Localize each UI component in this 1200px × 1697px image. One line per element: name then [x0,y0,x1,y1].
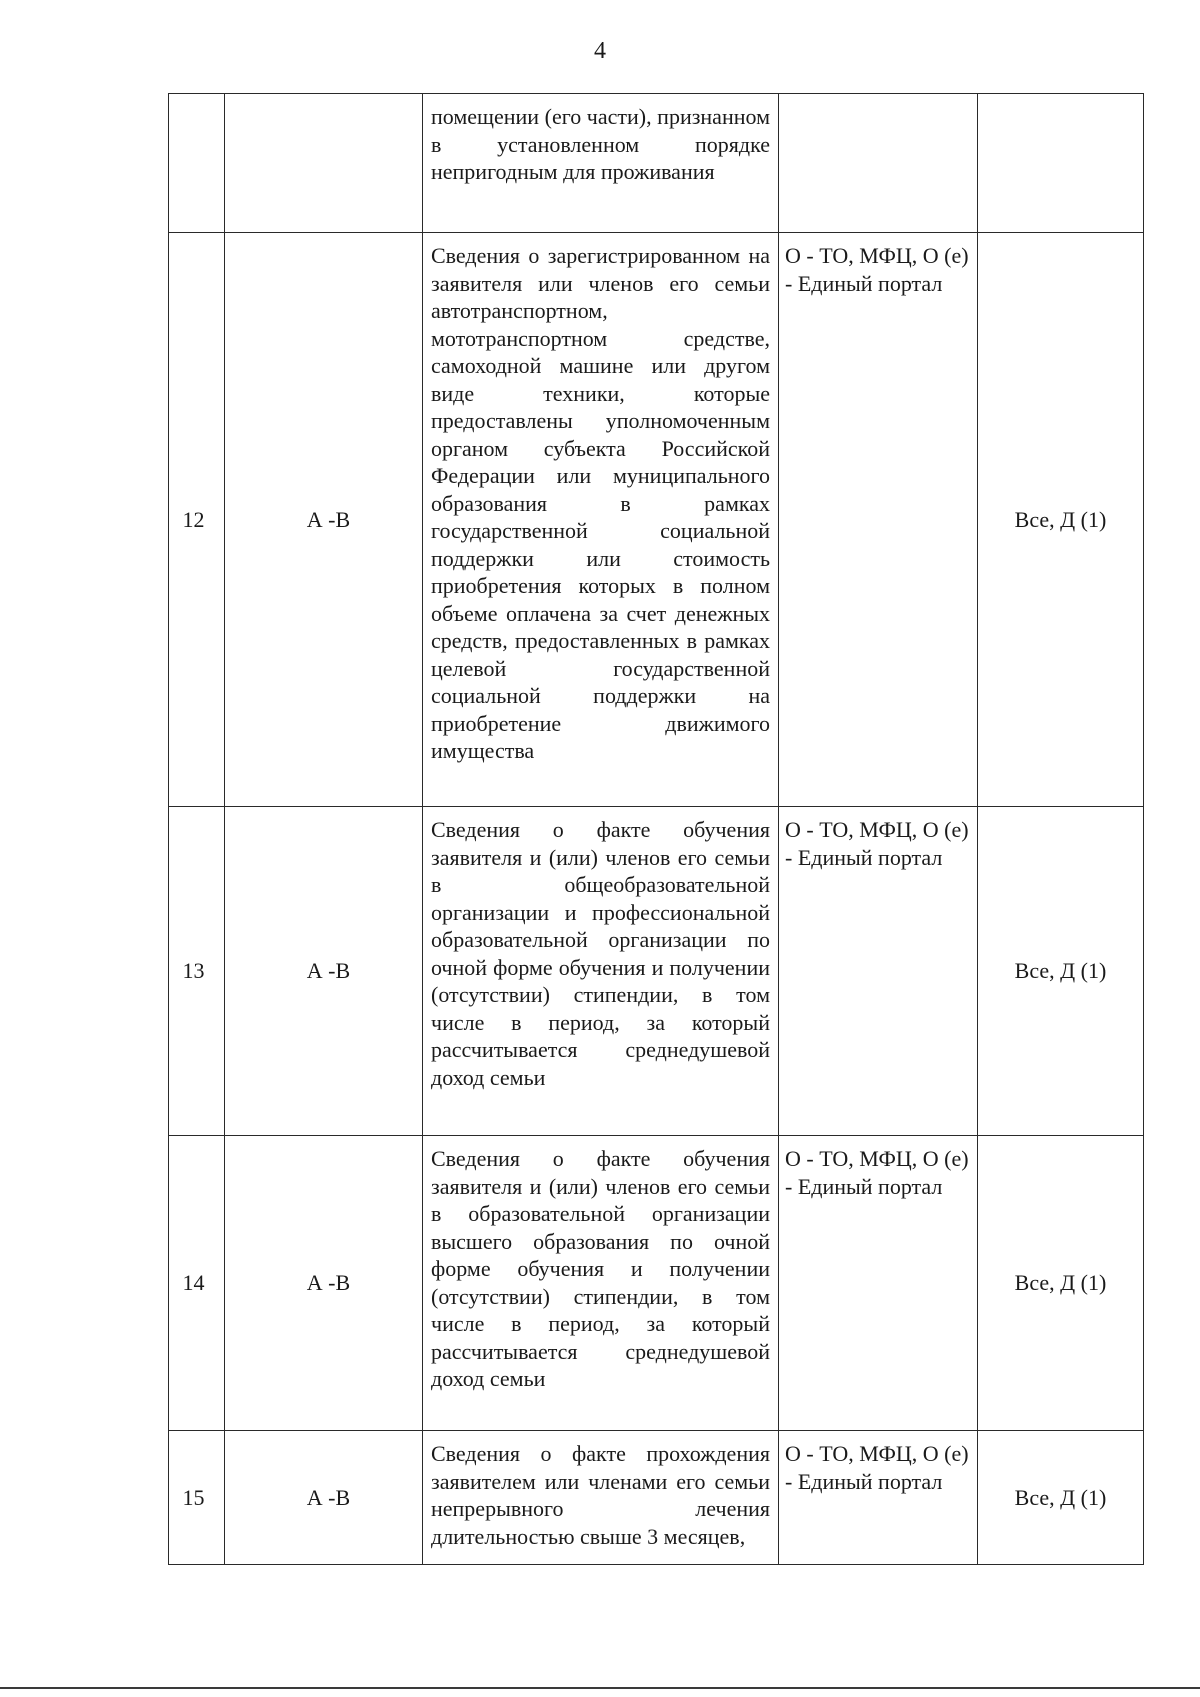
row-source: О - ТО, МФЦ, О (е) - Единый портал [779,1136,978,1431]
row-category: Все, Д (1) [978,807,1144,1136]
row-code: А -В [225,233,423,807]
row-category: Все, Д (1) [978,233,1144,807]
table-row [169,807,1144,1136]
row-number: 14 [169,1136,225,1431]
row-category: Все, Д (1) [978,1136,1144,1431]
table-row [169,1431,1144,1565]
row-description: Сведения о факте прохождения заявителем или членами его семьи непрерывного лечения длительностью свыше 3 месяцев, [423,1431,779,1565]
row-source: О - ТО, МФЦ, О (е) - Единый портал [779,233,978,807]
row-code: А -В [225,1431,423,1565]
row-number: 13 [169,807,225,1136]
row-source [779,94,978,233]
row-number [169,94,225,233]
row-code: А -В [225,1136,423,1431]
page-bottom-rule [0,1687,1200,1689]
row-number: 12 [169,233,225,807]
table-row [169,233,1144,807]
row-source: О - ТО, МФЦ, О (е) - Единый портал [779,1431,978,1565]
row-description: помещении (его части), признанном в установленном порядке непригодным для проживания [423,94,779,233]
table-row [169,1136,1144,1431]
row-category [978,94,1144,233]
row-category: Все, Д (1) [978,1431,1144,1565]
table-row [169,94,1144,233]
row-description: Сведения о факте обучения заявителя и (или) членов его семьи в общеобразовательной организации и профессиональной образовательной организации по очной форме обучения и получении (отсутствии) стипендии, в том числе в период, за который рассчитывается среднедушевой доход семьи [423,807,779,1136]
row-description: Сведения о зарегистрированном на заявителя или членов его семьи автотранспортном, мототранспортном средстве, самоходной машине или другом виде техники, которые предоставлены уполномоченным органом субъекта Российской Федерации или муниципального образования в рамках государственной социальной поддержки или стоимость приобретения которых в полном объеме оплачена за счет денежных средств, предоставленных в рамках целевой государственной социальной поддержки на приобретение движимого имущества [423,233,779,807]
row-number: 15 [169,1431,225,1565]
page-number: 4 [594,38,606,64]
document-table [168,93,1144,1565]
row-code [225,94,423,233]
row-code: А -В [225,807,423,1136]
row-source: О - ТО, МФЦ, О (е) - Единый портал [779,807,978,1136]
row-description: Сведения о факте обучения заявителя и (или) членов его семьи в образовательной организации высшего образования по очной форме обучения и получении (отсутствии) стипендии, в том числе в период, за который рассчитывается среднедушевой доход семьи [423,1136,779,1431]
